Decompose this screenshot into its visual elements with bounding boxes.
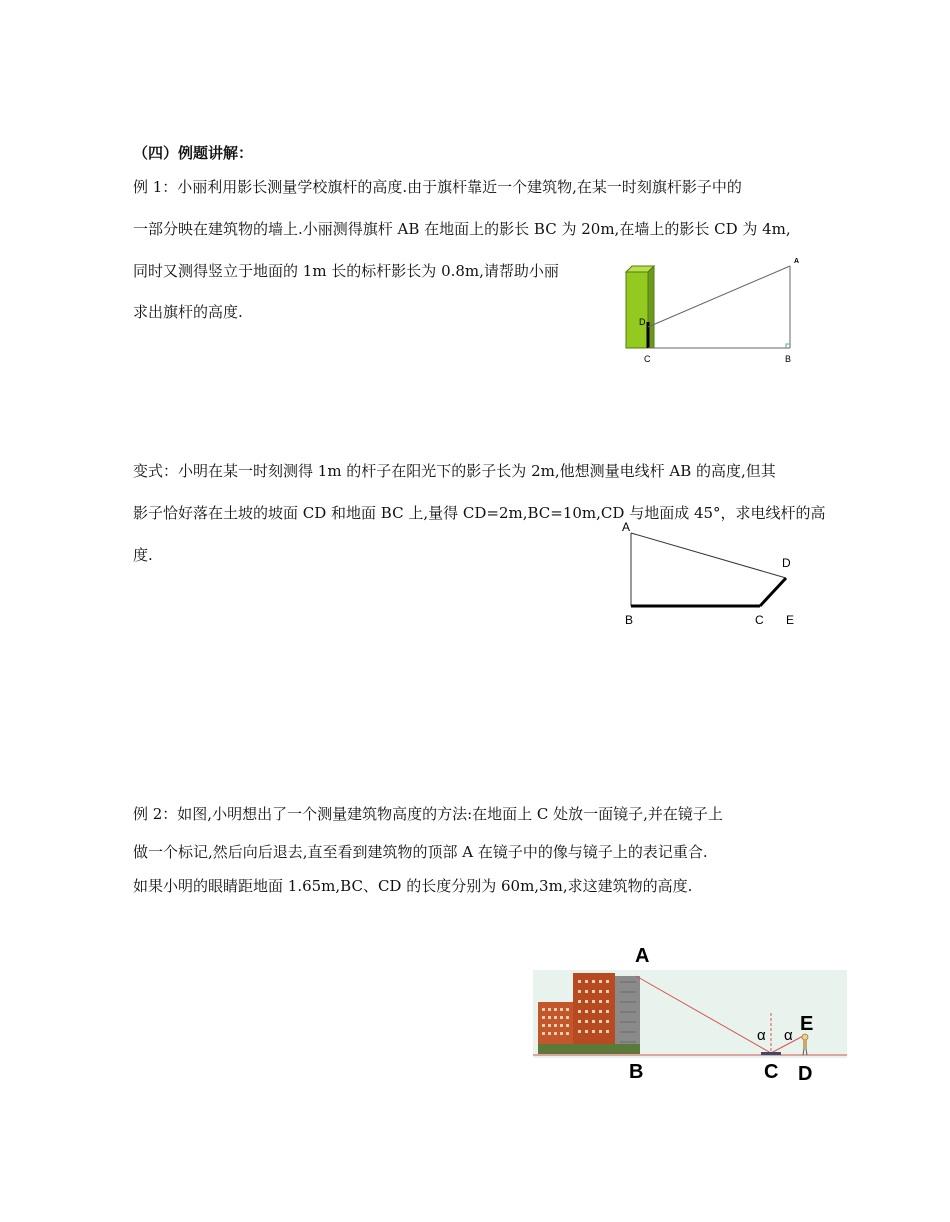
- label-c: C: [755, 613, 764, 627]
- label-d: D: [798, 1063, 813, 1085]
- label-b: B: [629, 1061, 644, 1083]
- label-c: C: [764, 1061, 779, 1083]
- sun-ray: [631, 533, 786, 578]
- sun-ray: [648, 266, 790, 327]
- example1-line-4: 求出旗杆的高度.: [133, 303, 243, 321]
- label-e: E: [786, 613, 795, 627]
- example2-line-3: 如果小明的眼睛距地面 1.65m,BC、CD 的长度分别为 60m,3m,求这建筑物的高度.: [133, 877, 693, 895]
- alpha-left: α: [757, 1027, 766, 1044]
- label-b: B: [785, 354, 792, 364]
- variant-figure: [615, 515, 805, 630]
- label-b: B: [625, 613, 634, 627]
- mirror: [761, 1052, 781, 1055]
- example2-figure: [528, 940, 853, 1085]
- section-heading: （四）例题讲解：: [133, 144, 254, 162]
- label-e: E: [800, 1013, 814, 1035]
- variant-line-2: 影子恰好落在土坡的坡面 CD 和地面 BC 上,量得 CD=2m,BC=10m,CD 与地面成 45°，求电线杆的高: [133, 504, 826, 522]
- label-d: D: [782, 556, 791, 570]
- example1-line-3: 同时又测得竖立于地面的 1m 长的标杆影长为 0.8m,请帮助小丽: [133, 262, 559, 280]
- label-c: C: [644, 354, 651, 364]
- right-angle-mark: [786, 344, 790, 348]
- example1-line-2: 一部分映在建筑物的墙上.小丽测得旗杆 AB 在地面上的影长 BC 为 20m,在墙上的影长 CD 为 4m,: [133, 220, 791, 238]
- variant-line-3: 度.: [133, 546, 153, 564]
- example2-line-1: 例 2：如图,小明想出了一个测量建筑物高度的方法:在地面上 C 处放一面镜子,并在镜子上: [133, 805, 723, 823]
- slope-cd: [760, 578, 786, 606]
- example2-line-2: 做一个标记,然后向后退去,直至看到建筑物的顶部 A 在镜子中的像与镜子上的表记重合.: [133, 843, 708, 861]
- example1-line-1: 例 1：小丽利用影长测量学校旗杆的高度.由于旗杆靠近一个建筑物,在某一时刻旗杆影子中的: [133, 178, 742, 196]
- example1-figure: [618, 252, 808, 367]
- label-d: D: [639, 317, 646, 327]
- alpha-right: α: [784, 1027, 793, 1044]
- label-a: A: [622, 520, 631, 534]
- building-front: [626, 272, 648, 348]
- label-a: A: [794, 258, 800, 265]
- variant-line-1: 变式：小明在某一时刻测得 1m 的杆子在阳光下的影子长为 2m,他想测量电线杆 AB 的高度,但其: [133, 462, 776, 480]
- label-a: A: [635, 945, 650, 967]
